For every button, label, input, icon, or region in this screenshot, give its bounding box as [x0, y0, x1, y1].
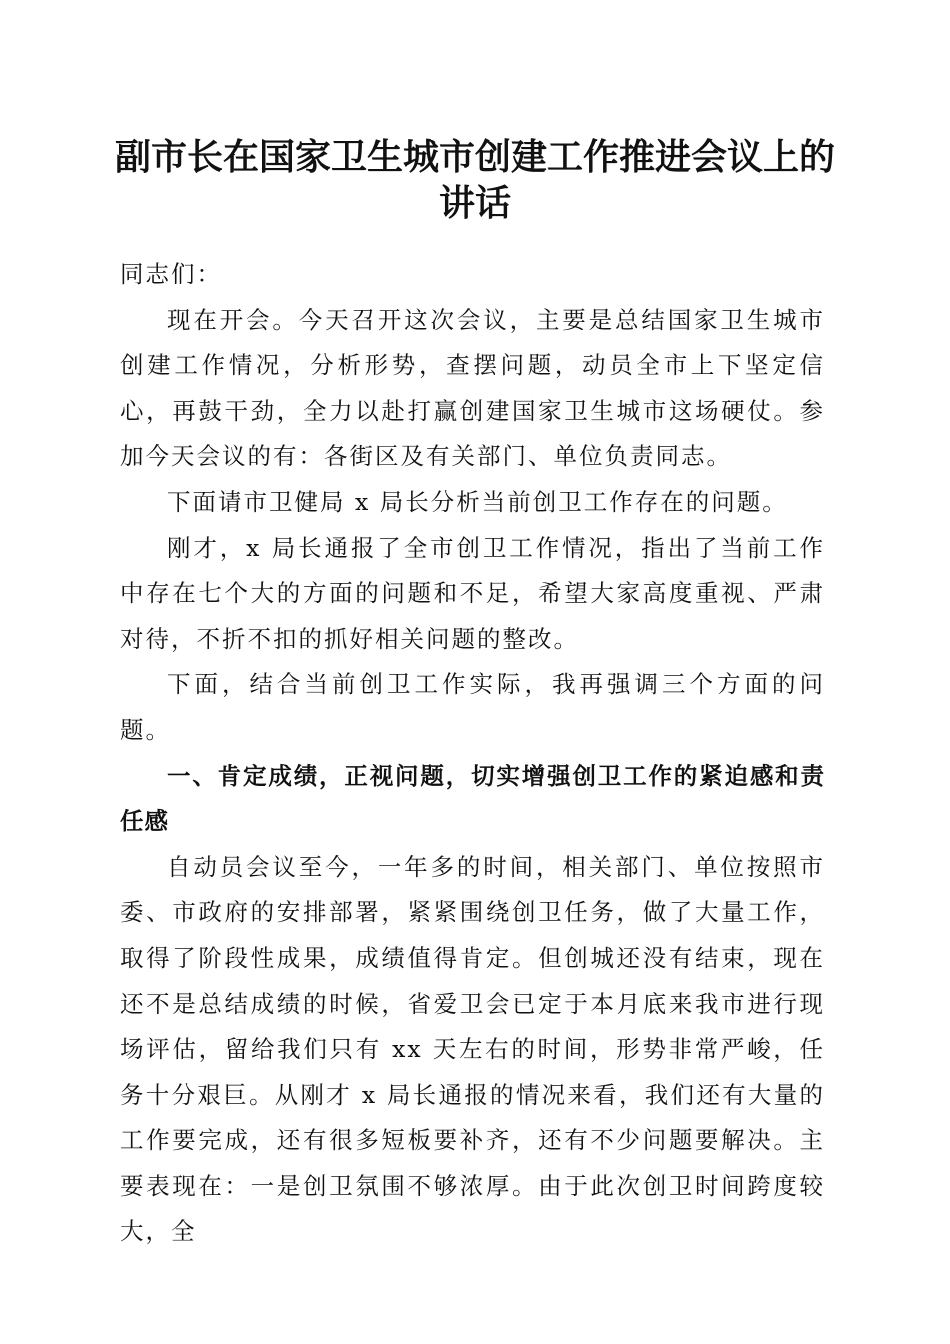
paragraph-invitation: 下面请市卫健局 x 局长分析当前创卫工作存在的问题。: [167, 487, 788, 516]
document-title: 副市长在国家卫生城市创建工作推进会议上的讲话: [114, 136, 835, 224]
paragraph-section-one: 自动员会议至今，一年多的时间，相关部门、单位按照市委、市政府的安排部署，紧紧围绕创卫任务，做了大量工作，取得了阶段性成果，成绩值得肯定。但创城还没有结束，现在还不是总结成绩的时候，省爱卫会已定于本月底来我市进行现场评估，留给我们只有 xx 天左右的时间，形势非常严峻，任务十分艰巨。从刚才 x 局长通报的情况来看，我们还有大量的工作要完成，还有很多短板要补齐，还有不少问题要解决。主要表现在：一是创卫氛围不够浓厚。由于此次创卫时间跨度较大，全: [120, 852, 825, 1246]
salutation: 同志们：: [120, 260, 222, 288]
paragraph-opening: 现在开会。今天召开这次会议，主要是总结国家卫生城市创建工作情况，分析形势，查摆问题，动员全市上下坚定信心，再鼓干劲，全力以赴打赢创建国家卫生城市这场硬仗。参加今天会议的有：各街区及有关部门、单位负责同志。: [120, 305, 825, 471]
paragraph-report-summary: 刚才，x 局长通报了全市创卫工作情况，指出了当前工作中存在七个大的方面的问题和不足，希望大家高度重视、严肃对待，不折不扣的抓好相关问题的整改。: [120, 533, 825, 653]
paragraph-transition: 下面，结合当前创卫工作实际，我再强调三个方面的问题。: [120, 670, 825, 744]
section-heading-one: 一、肯定成绩，正视问题，切实增强创卫工作的紧迫感和责任感: [120, 761, 825, 836]
document-body: [120, 252, 825, 1255]
